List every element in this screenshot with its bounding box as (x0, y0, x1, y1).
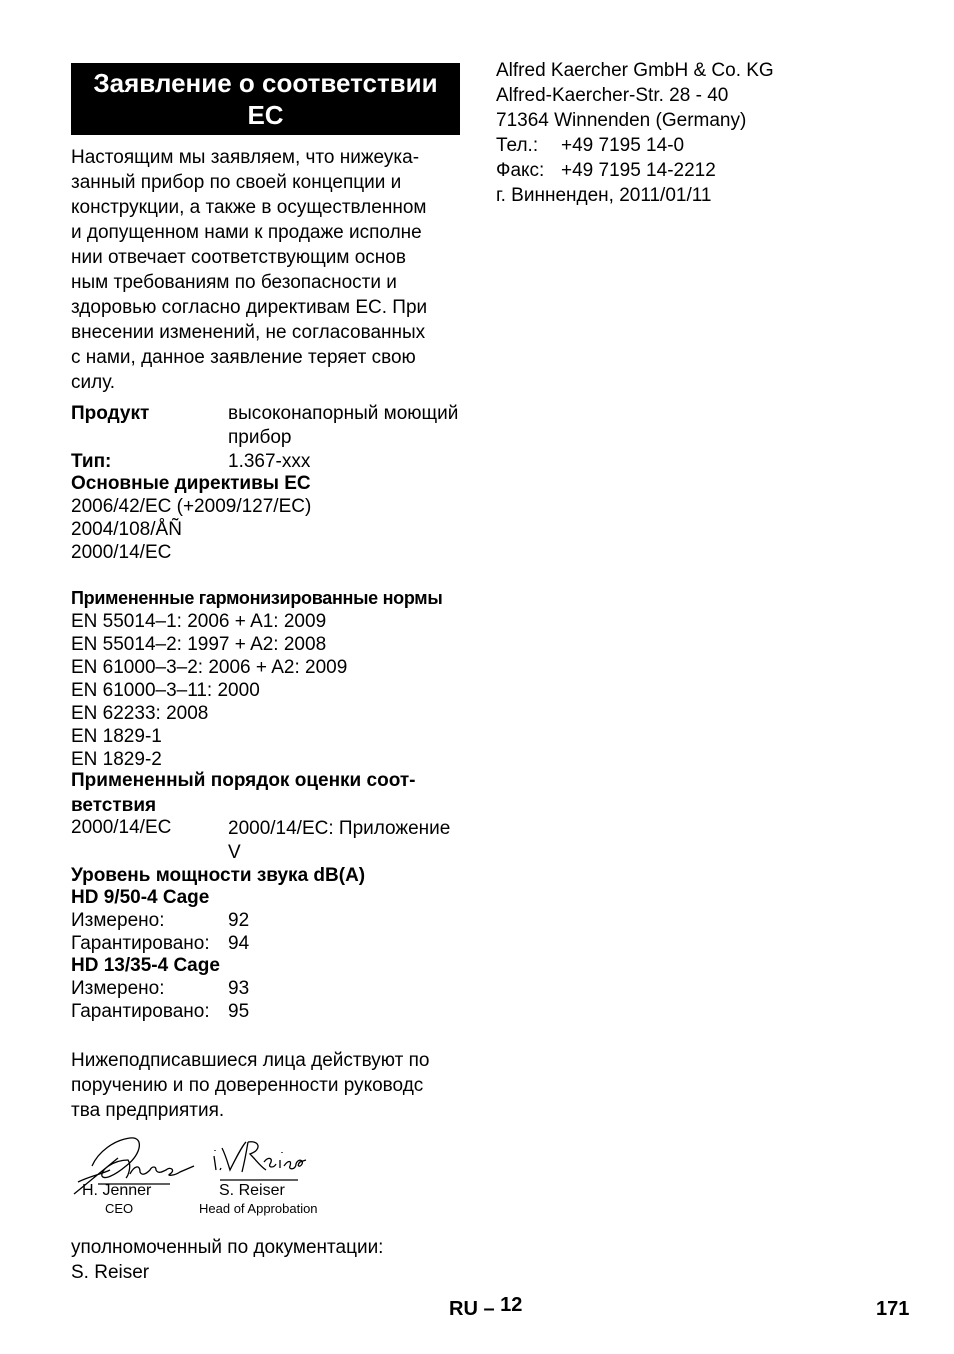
norm-item: EN 55014–1: 2006 + A1: 2009 (71, 611, 327, 632)
norm-item: EN 1829-2 (71, 749, 162, 770)
signatory-name: S. Reiser (219, 1182, 285, 1199)
authorized-block (71, 1235, 383, 1285)
place-date: г. Винненден, 2011/01/11 (496, 185, 712, 206)
signatories-line: поручению и по доверенности руководс (71, 1075, 424, 1096)
company-street: Alfred-Kaercher-Str. 28 - 40 (496, 85, 729, 106)
intro-line: и допущенном нами к продаже исполне (71, 222, 422, 243)
signatory-role: CEO (105, 1201, 134, 1216)
signatories-line: Нижеподписавшиеся лица действуют по (71, 1050, 430, 1071)
intro-line: нии отвечает соответствующим основ (71, 247, 406, 268)
intro-line: силу. (71, 372, 116, 393)
intro-line: Настоящим мы заявляем, что нижеука- (71, 147, 420, 168)
model-name: HD 9/50-4 Cage (71, 887, 210, 908)
guaranteed-value: 95 (228, 1001, 250, 1022)
sound-heading: Уровень мощности звука dB(A) (71, 865, 366, 886)
norm-item: EN 61000–3–2: 2006 + A2: 2009 (71, 657, 348, 678)
conformity-value (228, 816, 450, 864)
fax-label: Факс: (496, 160, 545, 181)
company-fax-row (496, 158, 774, 183)
intro-line: ным требованиям по безопасности и (71, 272, 397, 293)
conformity-value-line: 2000/14/EC: Приложение (228, 818, 451, 839)
company-phone-row (496, 133, 774, 158)
product-value-line: высоконапорный моющий (228, 403, 459, 424)
product-value (228, 401, 458, 449)
norm-item: EN 61000–3–11: 2000 (71, 680, 260, 701)
signatories-paragraph (71, 1048, 429, 1123)
guaranteed-label: Гарантировано: (71, 933, 210, 954)
measured-value: 92 (228, 910, 250, 931)
product-label: Продукт (71, 403, 150, 424)
intro-line: с нами, данное заявление теряет свою (71, 347, 416, 368)
intro-line: конструкции, а также в осуществленном (71, 197, 427, 218)
directive-item: 2000/14/EC (71, 542, 172, 563)
directives-section (71, 472, 311, 564)
conformity-label: 2000/14/EC (71, 817, 172, 838)
norms-heading: Примененные гармонизированные нормы (71, 588, 443, 608)
conformity-heading (71, 768, 415, 818)
authorized-name: S. Reiser (71, 1262, 150, 1283)
norm-item: EN 62233: 2008 (71, 703, 209, 724)
directive-item: 2004/108/ÅÑ (71, 519, 182, 540)
footer-section-page: 12 (500, 1294, 523, 1316)
measured-value: 93 (228, 978, 250, 999)
signatory-role: Head of Approbation (199, 1201, 318, 1216)
directive-item: 2006/42/EC (+2009/127/EC) (71, 496, 312, 517)
intro-line: внесении изменений, не согласованных (71, 322, 426, 343)
phone-label: Тел.: (496, 135, 539, 156)
directives-heading: Основные директивы ЕС (71, 473, 311, 494)
measured-label: Измерено: (71, 978, 165, 999)
page-number: 171 (876, 1298, 910, 1320)
page-title (71, 63, 460, 135)
norm-item: EN 1829-1 (71, 726, 162, 747)
company-address (496, 58, 774, 208)
footer-lang: RU (449, 1298, 478, 1320)
conformity-heading-line: ветствия (71, 795, 157, 816)
title-line-2: ЕС (247, 100, 284, 130)
measured-label: Измерено: (71, 910, 165, 931)
norm-item: EN 55014–2: 1997 + A2: 2008 (71, 634, 327, 655)
footer-dash: – (483, 1298, 495, 1320)
authorized-line: уполномоченный по документации: (71, 1237, 384, 1258)
intro-line: занный прибор по своей концепции и (71, 172, 402, 193)
product-value-line: прибор (228, 427, 292, 448)
signature-reiser (214, 1142, 306, 1180)
fax-value: +49 7195 14-2212 (561, 160, 716, 181)
company-name: Alfred Kaercher GmbH & Co. KG (496, 60, 774, 81)
company-city: 71364 Winnenden (Germany) (496, 110, 747, 131)
conformity-heading-line: Примененный порядок оценки соот- (71, 770, 416, 791)
type-value: 1.367-xxx (228, 451, 311, 472)
model-name: HD 13/35-4 Cage (71, 955, 220, 976)
guaranteed-label: Гарантировано: (71, 1001, 210, 1022)
phone-value: +49 7195 14-0 (561, 135, 685, 156)
signatories-line: тва предприятия. (71, 1100, 225, 1121)
title-line-1: Заявление о соответствии (93, 68, 438, 98)
type-label: Тип: (71, 451, 112, 472)
guaranteed-value: 94 (228, 933, 250, 954)
footer-section (449, 1294, 523, 1321)
signatory-name: H. Jenner (82, 1182, 152, 1199)
intro-line: здоровью согласно директивам ЕС. При (71, 297, 428, 318)
conformity-value-line: V (228, 842, 241, 863)
intro-paragraph (71, 145, 427, 395)
norms-section (71, 587, 442, 771)
